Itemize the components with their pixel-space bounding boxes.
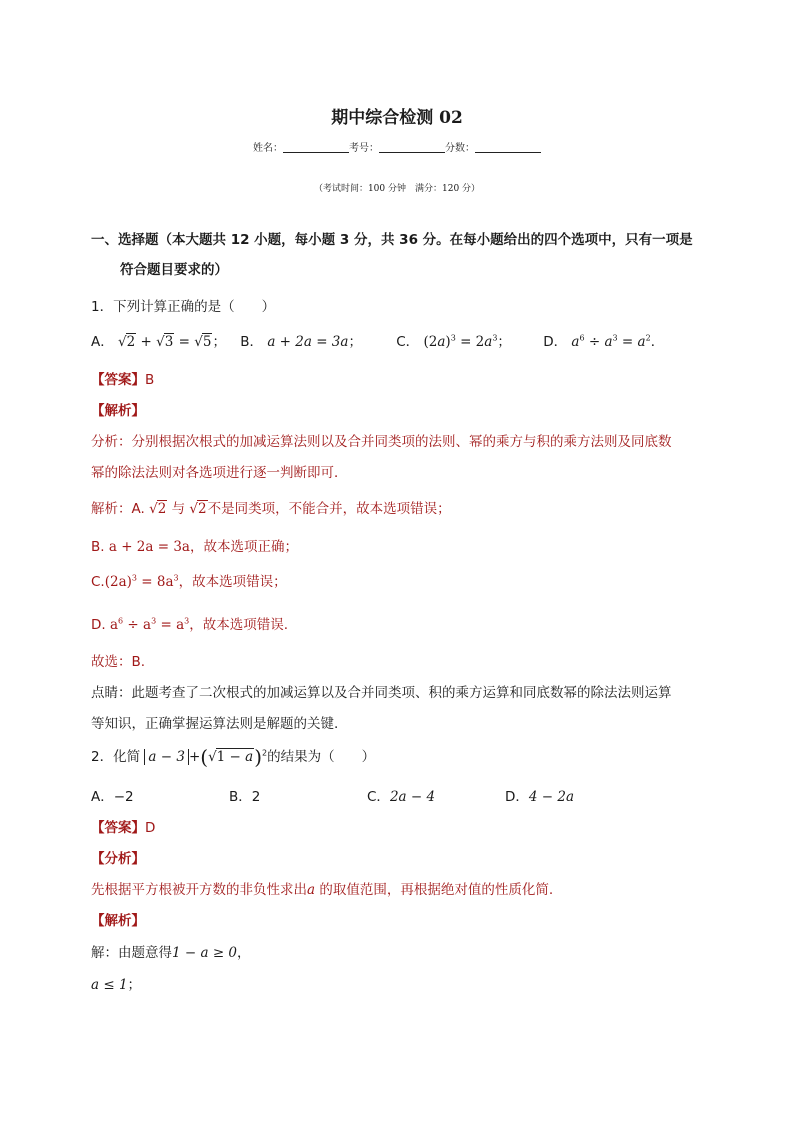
q1-stem: 1．下列计算正确的是（ ）	[91, 299, 276, 315]
abs-value-expr: a − 3	[144, 749, 189, 765]
answer-tag: 【答案】	[91, 820, 145, 836]
q1-solution-c: $C.(2a)^3 = 8a^3$，故本选项错误；	[91, 573, 287, 590]
score-label: 分数：	[445, 143, 475, 154]
answer-value: B	[145, 372, 155, 388]
q1-option-b-expr: a + 2a = 3a	[267, 334, 349, 350]
answer-value: D	[145, 820, 156, 836]
q1-comment-line2: 等知识，正确掌握运算法则是解题的关键.	[91, 716, 339, 732]
q2-fenxi: 先根据平方根被开方数的非负性求出a 的取值范围，再根据绝对值的性质化简.	[91, 882, 554, 898]
q1-option-d: D． $a^6 \div a^3 = a^2$．	[543, 333, 665, 350]
section-heading: 一、选择题（本大题共 12 小题，每小题 3 分，共 36 分。在每小题给出的四个选项中，只有一项是	[91, 232, 693, 248]
q1-option-b: B． a + 2a = 3a；	[240, 334, 362, 350]
q1-answer	[91, 368, 154, 388]
q1-analysis-tag: 【解析】	[91, 403, 145, 419]
q2-option-c: C．2a − 4	[367, 789, 436, 805]
q2-solution-line1: 解：由题意得1 − a ≥ 0，	[91, 945, 251, 961]
q1-option-c-label: C．	[396, 334, 420, 350]
q1-option-a: A． √2 + √3 = √5；	[91, 334, 226, 350]
q1-solution-a: 解析：A. √2 与 √2不是同类项，不能合并，故本选项错误；	[91, 501, 451, 517]
exam-no-blank[interactable]	[379, 142, 445, 153]
sqrt-expr: √2	[118, 334, 136, 350]
q1-analysis-line1: 分析：分别根据次根式的加减运算法则以及合并同类项的法则、幂的乘方与积的乘方法则及同底数	[91, 434, 672, 450]
q2-option-d: D．4 − 2a	[505, 789, 575, 805]
q2-analysis-tag: 【解析】	[91, 913, 145, 929]
q2-fenxi-tag: 【分析】	[91, 851, 145, 867]
name-blank[interactable]	[283, 142, 349, 153]
q2-stem: 2．化简 $a - 3 +(√1 - a)^2$的结果为（ ）	[91, 745, 376, 769]
q1-option-d-label: D．	[543, 334, 568, 350]
q2-option-a: A．−2	[91, 789, 134, 805]
q1-options	[91, 330, 664, 350]
q1-choice: 故选：B.	[91, 654, 146, 670]
exam-info: （考试时间：100 分钟 满分：120 分）	[313, 184, 481, 194]
q2-option-b: B．2	[229, 789, 261, 805]
exam-no-label: 考号：	[349, 143, 379, 154]
q1-option-a-label: A．	[91, 334, 114, 350]
q1-analysis-line2: 幂的除法法则对各选项进行逐一判断即可．	[91, 465, 348, 481]
q1-solution-d: D. $a^6 \div a^3 = a^3$，故本选项错误.	[91, 616, 289, 633]
q1-comment-line1: 点睛：此题考查了二次根式的加减运算以及合并同类项、积的乘方运算和同底数幂的除法法则运算	[91, 685, 672, 701]
student-info-line	[0, 139, 794, 154]
q2-options	[91, 785, 574, 805]
page-title: 期中综合检测 02	[331, 108, 463, 128]
name-label: 姓名：	[253, 143, 283, 154]
q1-solution-b: B. a + 2a = 3a，故本选项正确；	[91, 539, 298, 555]
q2-solution-line2: a ≤ 1；	[91, 977, 142, 993]
q1-option-c: C． $(2a)^3 = 2a^3$；	[396, 333, 511, 350]
section-heading-cont: 符合题目要求的）	[120, 262, 228, 278]
q2-answer	[91, 816, 155, 836]
answer-tag: 【答案】	[91, 372, 145, 388]
q1-option-b-label: B．	[240, 334, 264, 350]
score-blank[interactable]	[475, 142, 541, 153]
